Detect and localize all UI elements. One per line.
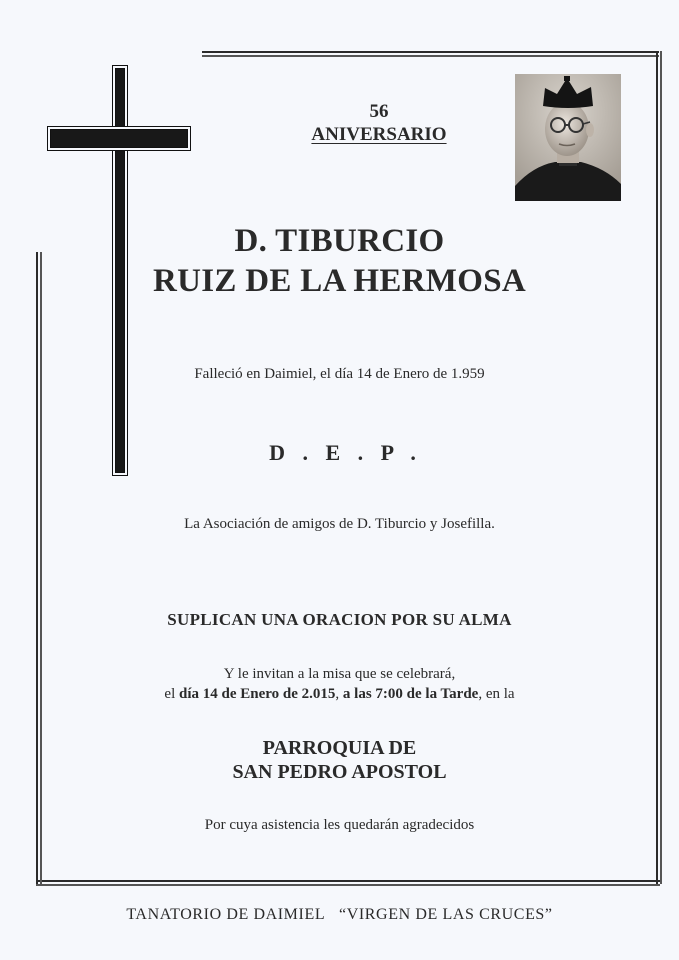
association-text: La Asociación de amigos de D. Tiburcio y Josefilla. [184,516,495,532]
anniversary-label: ANIVERSARIO [311,124,447,145]
frame-left-border [36,252,38,884]
death-notice: Falleció en Daimiel, el día 14 de Enero de 1.959 [194,366,485,382]
funeral-home-name: TANATORIO DE DAIMIEL [126,906,326,923]
mass-invitation-line1: Y le invitan a la misa que se celebrará, [223,666,456,682]
parish-line2: SAN PEDRO APOSTOL [232,761,447,783]
parish-line1: PARROQUIA DE [262,737,417,759]
mass-line2-suffix: , en la [478,686,515,702]
mass-invitation-line2 [0,686,679,703]
funeral-home-quoted-name: “VIRGEN DE LAS CRUCES” [339,906,553,923]
dep-abbreviation: D . E . P . [269,440,422,465]
priest-portrait-image [515,74,621,201]
mass-line2-sep: , [335,686,343,702]
anniversary-years: 56 [369,101,389,122]
thanks-text: Por cuya asistencia les quedarán agradecidos [204,817,475,833]
frame-top-border [202,51,659,53]
portrait-photo [515,74,621,201]
mass-line2-prefix: el [164,686,179,702]
deceased-name-line1: D. TIBURCIO [234,223,445,259]
anniversary-title [292,124,466,146]
prayer-request: SUPLICAN UNA ORACION POR SU ALMA [167,610,512,629]
frame-bottom-border [36,880,660,882]
cross-icon-horizontal-beam [47,126,191,151]
footer-funeral-home [0,906,679,924]
deceased-name-line2: RUIZ DE LA HERMOSA [152,263,527,299]
mass-date: día 14 de Enero de 2.015 [179,686,336,702]
mass-time: a las 7:00 de la Tarde [342,686,479,702]
